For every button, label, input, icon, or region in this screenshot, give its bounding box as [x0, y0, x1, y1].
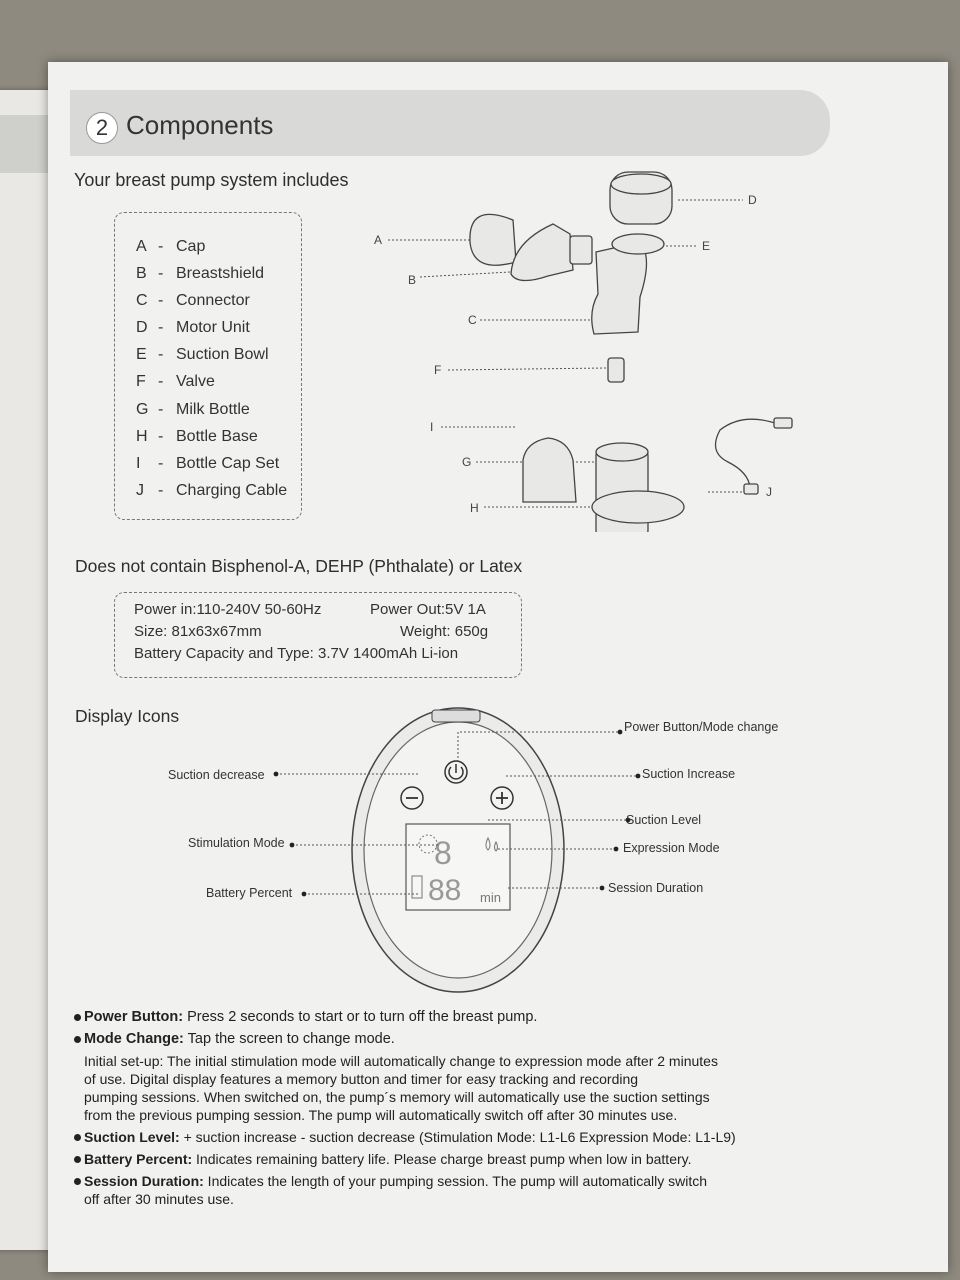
- diagram-label-e: E: [702, 239, 711, 253]
- note-mode-change: Mode Change: Tap the screen to change mode.: [84, 1031, 395, 1047]
- note-power-button: Power Button: Press 2 seconds to start or to turn off the breast pump.: [84, 1009, 538, 1025]
- diagram-label-f: F: [434, 363, 442, 377]
- section-title: Components: [126, 110, 274, 140]
- spec-battery: Battery Capacity and Type: 3.7V 1400mAh Li-ion: [134, 645, 459, 662]
- lcd-min-unit: min: [480, 890, 501, 905]
- diagram-label-b: B: [408, 273, 417, 287]
- diagram-label-h: H: [470, 501, 479, 515]
- diagram-label-a: A: [374, 233, 383, 247]
- part-row-h: H - Bottle Base: [136, 428, 258, 445]
- left-page-header-tab: [0, 115, 55, 173]
- part-row-g: G - Milk Bottle: [136, 401, 250, 418]
- part-row-i: I - Bottle Cap Set: [136, 455, 280, 472]
- label-battery-percent: Battery Percent: [206, 886, 293, 900]
- label-suction-increase: Suction Increase: [642, 767, 736, 781]
- spec-power-in: Power in:110-240V 50-60Hz: [134, 601, 322, 618]
- part-row-d: D - Motor Unit: [136, 319, 250, 336]
- part-row-c: C - Connector: [136, 292, 250, 309]
- note-initial-setup: Initial set-up: The initial stimulation mode will automatically change to expression mode after 2 minutes of use. Digital display features a memory button and timer for easy tracking and recording pumping sessions. When switched on, the pump´s memory will automatically use the suction settings from the previous pumping session. The pump will automatically switch off after 30 minutes use.: [84, 1053, 718, 1123]
- manual-page: [48, 62, 948, 1272]
- spec-size: Size: 81x63x67mm: [134, 623, 262, 640]
- left-page-edge: [0, 90, 55, 1250]
- intro-text: Your breast pump system includes: [74, 170, 349, 190]
- spec-weight: Weight: 650g: [400, 623, 489, 640]
- diagram-label-g: G: [462, 455, 472, 469]
- label-power-button: Power Button/Mode change: [624, 720, 779, 734]
- label-session-duration: Session Duration: [608, 881, 704, 895]
- part-row-f: F - Valve: [136, 373, 215, 390]
- label-stimulation-mode: Stimulation Mode: [188, 836, 285, 850]
- diagram-label-i: I: [430, 420, 434, 434]
- diagram-label-d: D: [748, 193, 757, 207]
- note-battery-percent: Battery Percent: Indicates remaining battery life. Please charge breast pump when low in battery.: [84, 1151, 692, 1167]
- material-notice: Does not contain Bisphenol-A, DEHP (Phthalate) or Latex: [75, 556, 523, 576]
- section-number: 2: [86, 112, 118, 144]
- diagram-label-j: J: [766, 485, 772, 499]
- lcd-timer-digits: 88: [428, 874, 462, 907]
- spec-power-out: Power Out:5V 1A: [370, 601, 486, 618]
- diagram-label-c: C: [468, 313, 477, 327]
- label-suction-decrease: Suction decrease: [168, 768, 265, 782]
- part-row-a: A - Cap: [136, 238, 206, 255]
- label-expression-mode: Expression Mode: [623, 841, 720, 855]
- label-suction-level: Suction Level: [626, 813, 702, 827]
- lcd-level-digit: 8: [434, 835, 452, 871]
- note-session-duration: Session Duration: Indicates the length of your pumping session. The pump will automatically switch off after 30 minutes use.: [84, 1173, 708, 1207]
- part-row-b: B - Breastshield: [136, 265, 265, 282]
- note-suction-level: Suction Level: + suction increase - suction decrease (Stimulation Mode: L1-L6 Expression Mode: L1-L9): [84, 1129, 736, 1145]
- part-row-e: E - Suction Bowl: [136, 346, 269, 363]
- display-leader-lines: [48, 62, 948, 1022]
- part-row-j: J - Charging Cable: [136, 482, 288, 499]
- display-icons-title: Display Icons: [75, 706, 180, 726]
